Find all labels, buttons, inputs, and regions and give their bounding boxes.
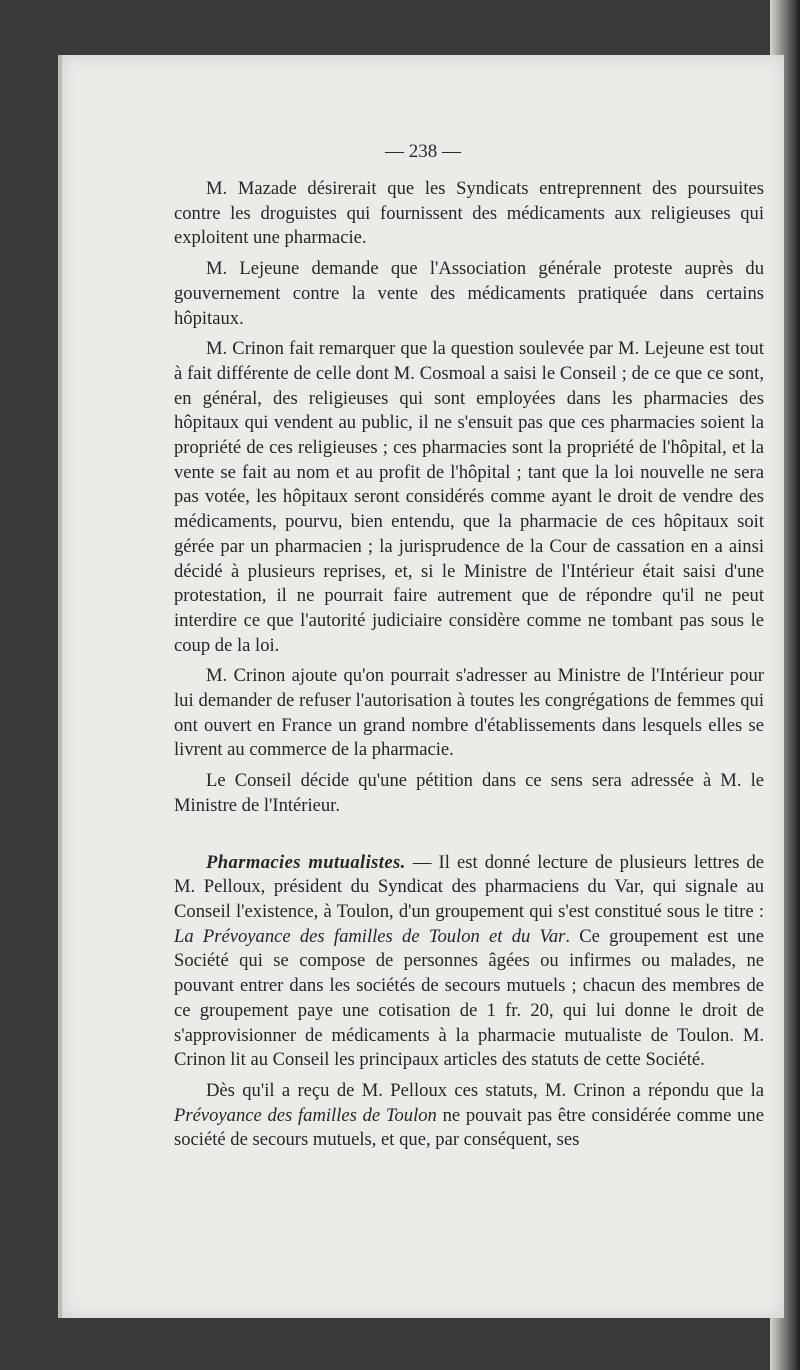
paragraph-conseil-decision: Le Conseil décide qu'une pétition dans ce sens sera adressée à M. le Ministre de l'Intérieur. [174,770,764,816]
section-heading: Pharmacies mutualistes. [206,851,406,873]
section-gap [174,825,764,851]
page-number: — 238 — [385,141,461,162]
section-text-2a: Dès qu'il a reçu de M. Pelloux ces statuts, M. Crinon a répondu que la [206,1079,764,1101]
paragraph-crinon-adds: M. Crinon ajoute qu'on pourrait s'adresser au Ministre de l'Intérieur pour lui demander de refuser l'autorisation à toutes les congrégations de femmes qui ont ouvert en France un grand nombre d'établissements dans lesquels elles se livrent au commerce de la pharmacie. [174,665,764,761]
section-text-1b: . Ce groupement est une Société qui se compose de personnes âgées ou infirmes ou malades, ne pouvant entrer dans les sociétés de secours mutuels ; chacun des membres de ce groupement paye une cotisation de 1 fr. 20, qui lui donne le droit de s'approvisionner de médicaments à la pharmacie mutualiste de Toulon. M. Crinon lit au Conseil les principaux articles des statuts de cette Société. [174,925,764,1071]
paragraph-pharmacies-mutualistes [174,851,764,1073]
body-text [174,177,764,1159]
paragraph-crinon-reply [174,1079,764,1153]
section-text-2b: ne pouvait pas être considérée comme une société de secours mutuels, et que, par conséquent, ses [174,1104,764,1151]
paragraph-mazade: M. Mazade désirerait que les Syndicats entreprennent des poursuites contre les droguistes qui fournissent des médicaments aux religieuses qui exploitent une pharmacie. [174,178,764,249]
paragraph-lejeune: M. Lejeune demande que l'Association générale proteste auprès du gouvernement contre la vente des médicaments pratiquée dans certains hôpitaux. [174,258,764,329]
paragraph-crinon-remark: M. Crinon fait remarquer que la question soulevée par M. Lejeune est tout à fait différente de celle dont M. Cosmoal a saisi le Conseil ; de ce que ce sont, en général, des religieuses qui sont employées dans les pharmacies des hôpitaux qui vendent au public, il ne s'ensuit pas que ces pharmacies soient la propriété de ces religieuses ; ces pharmacies sont la propriété de l'hôpital, et la vente se fait au nom et au profit de l'hôpital ; tant que la loi nouvelle ne sera pas votée, les hôpitaux seront considérés comme ayant le droit de vendre des médicaments, pourvu, bien entendu, que la pharmacie de ces hôpitaux soit gérée par un pharmacien ; la jurisprudence de la Cour de cassation en a ainsi décidé à plusieurs reprises, et, si le Ministre de l'Intérieur était saisi d'une protestation, il ne pourrait faire autrement que de répondre qu'il ne peut interdire ce que l'autorité judiciaire considère comme ne tombant pas sous le coup de la loi. [174,338,764,656]
book-page [58,55,784,1318]
society-name-short: Prévoyance des familles de Toulon [174,1104,437,1126]
society-name-full: La Prévoyance des familles de Toulon et du Var [174,925,566,947]
section-text-1a: — Il est donné lecture de plusieurs lettres de M. Pelloux, président du Syndicat des pharmaciens du Var, qui signale au Conseil l'existence, à Toulon, d'un groupement qui s'est constitué sous le titre : [174,851,764,922]
